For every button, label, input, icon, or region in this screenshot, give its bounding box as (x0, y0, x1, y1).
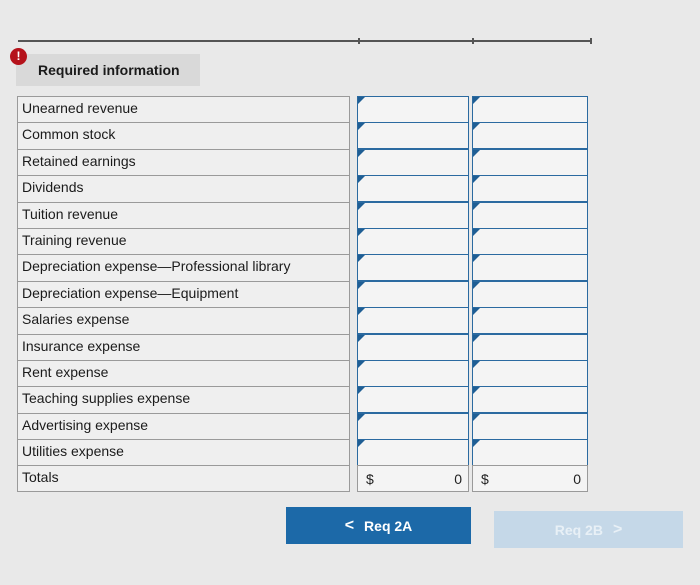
input-corner-marker-icon (358, 361, 365, 368)
credit-input[interactable] (472, 281, 588, 308)
debit-input[interactable] (357, 228, 469, 255)
credit-input[interactable] (472, 334, 588, 361)
input-corner-marker-icon (358, 282, 365, 289)
debit-input[interactable] (357, 439, 469, 466)
debit-total (357, 465, 469, 492)
credit-input[interactable] (472, 254, 588, 281)
input-corner-marker-icon (473, 150, 480, 157)
input-corner-marker-icon (473, 229, 480, 236)
debit-input[interactable] (357, 149, 469, 176)
credit-total (472, 465, 588, 492)
account-label: Utilities expense (17, 439, 350, 466)
debit-input[interactable] (357, 254, 469, 281)
credit-input[interactable] (472, 122, 588, 149)
prev-req-button[interactable] (286, 507, 471, 544)
credit-input[interactable] (472, 175, 588, 202)
credit-input[interactable] (472, 307, 588, 334)
debit-input[interactable] (357, 122, 469, 149)
debit-input[interactable] (357, 202, 469, 229)
debit-input[interactable] (357, 175, 469, 202)
alert-icon: ! (10, 48, 27, 65)
input-corner-marker-icon (473, 255, 480, 262)
divider-tick (590, 38, 592, 44)
input-corner-marker-icon (473, 414, 480, 421)
input-corner-marker-icon (473, 97, 480, 104)
next-req-button[interactable] (494, 511, 683, 548)
input-corner-marker-icon (358, 229, 365, 236)
credit-input[interactable] (472, 202, 588, 229)
debit-input[interactable] (357, 281, 469, 308)
prev-req-label: Req 2A (364, 517, 413, 534)
input-corner-marker-icon (473, 361, 480, 368)
currency-symbol: $ (366, 471, 374, 488)
top-divider (18, 40, 592, 42)
debit-input[interactable] (357, 96, 469, 123)
credit-input[interactable] (472, 360, 588, 387)
input-corner-marker-icon (473, 308, 480, 315)
required-information-banner (16, 49, 200, 86)
input-corner-marker-icon (473, 440, 480, 447)
debit-total-value: 0 (454, 471, 462, 488)
input-corner-marker-icon (473, 335, 480, 342)
totals-label: Totals (17, 465, 350, 492)
account-label: Insurance expense (17, 334, 350, 361)
debit-input[interactable] (357, 334, 469, 361)
next-req-label: Req 2B (554, 521, 603, 538)
input-corner-marker-icon (473, 387, 480, 394)
input-corner-marker-icon (358, 335, 365, 342)
input-corner-marker-icon (473, 176, 480, 183)
account-label: Teaching supplies expense (17, 386, 350, 413)
input-corner-marker-icon (358, 97, 365, 104)
credit-input[interactable] (472, 228, 588, 255)
account-label: Depreciation expense—Professional library (17, 254, 350, 281)
account-label: Depreciation expense—Equipment (17, 281, 350, 308)
input-corner-marker-icon (358, 203, 365, 210)
input-corner-marker-icon (358, 387, 365, 394)
credit-input[interactable] (472, 439, 588, 466)
chevron-left-icon: < (344, 516, 355, 534)
account-label: Advertising expense (17, 413, 350, 440)
account-label: Retained earnings (17, 149, 350, 176)
input-corner-marker-icon (358, 150, 365, 157)
account-label: Dividends (17, 175, 350, 202)
credit-input[interactable] (472, 96, 588, 123)
account-label: Rent expense (17, 360, 350, 387)
debit-input[interactable] (357, 386, 469, 413)
input-corner-marker-icon (358, 414, 365, 421)
banner-title: Required information (38, 62, 180, 78)
account-label: Tuition revenue (17, 202, 350, 229)
divider-tick (358, 38, 360, 44)
input-corner-marker-icon (358, 255, 365, 262)
chevron-right-icon: > (612, 520, 623, 538)
account-label: Common stock (17, 122, 350, 149)
debit-input[interactable] (357, 307, 469, 334)
divider-tick (472, 38, 474, 44)
input-corner-marker-icon (358, 440, 365, 447)
account-label: Training revenue (17, 228, 350, 255)
debit-input[interactable] (357, 360, 469, 387)
credit-input[interactable] (472, 413, 588, 440)
credit-total-value: 0 (573, 471, 581, 488)
input-corner-marker-icon (473, 123, 480, 130)
credit-input[interactable] (472, 149, 588, 176)
input-corner-marker-icon (473, 282, 480, 289)
account-label: Unearned revenue (17, 96, 350, 123)
input-corner-marker-icon (358, 308, 365, 315)
credit-input[interactable] (472, 386, 588, 413)
account-label: Salaries expense (17, 307, 350, 334)
currency-symbol: $ (481, 471, 489, 488)
input-corner-marker-icon (473, 203, 480, 210)
input-corner-marker-icon (358, 176, 365, 183)
input-corner-marker-icon (358, 123, 365, 130)
debit-input[interactable] (357, 413, 469, 440)
